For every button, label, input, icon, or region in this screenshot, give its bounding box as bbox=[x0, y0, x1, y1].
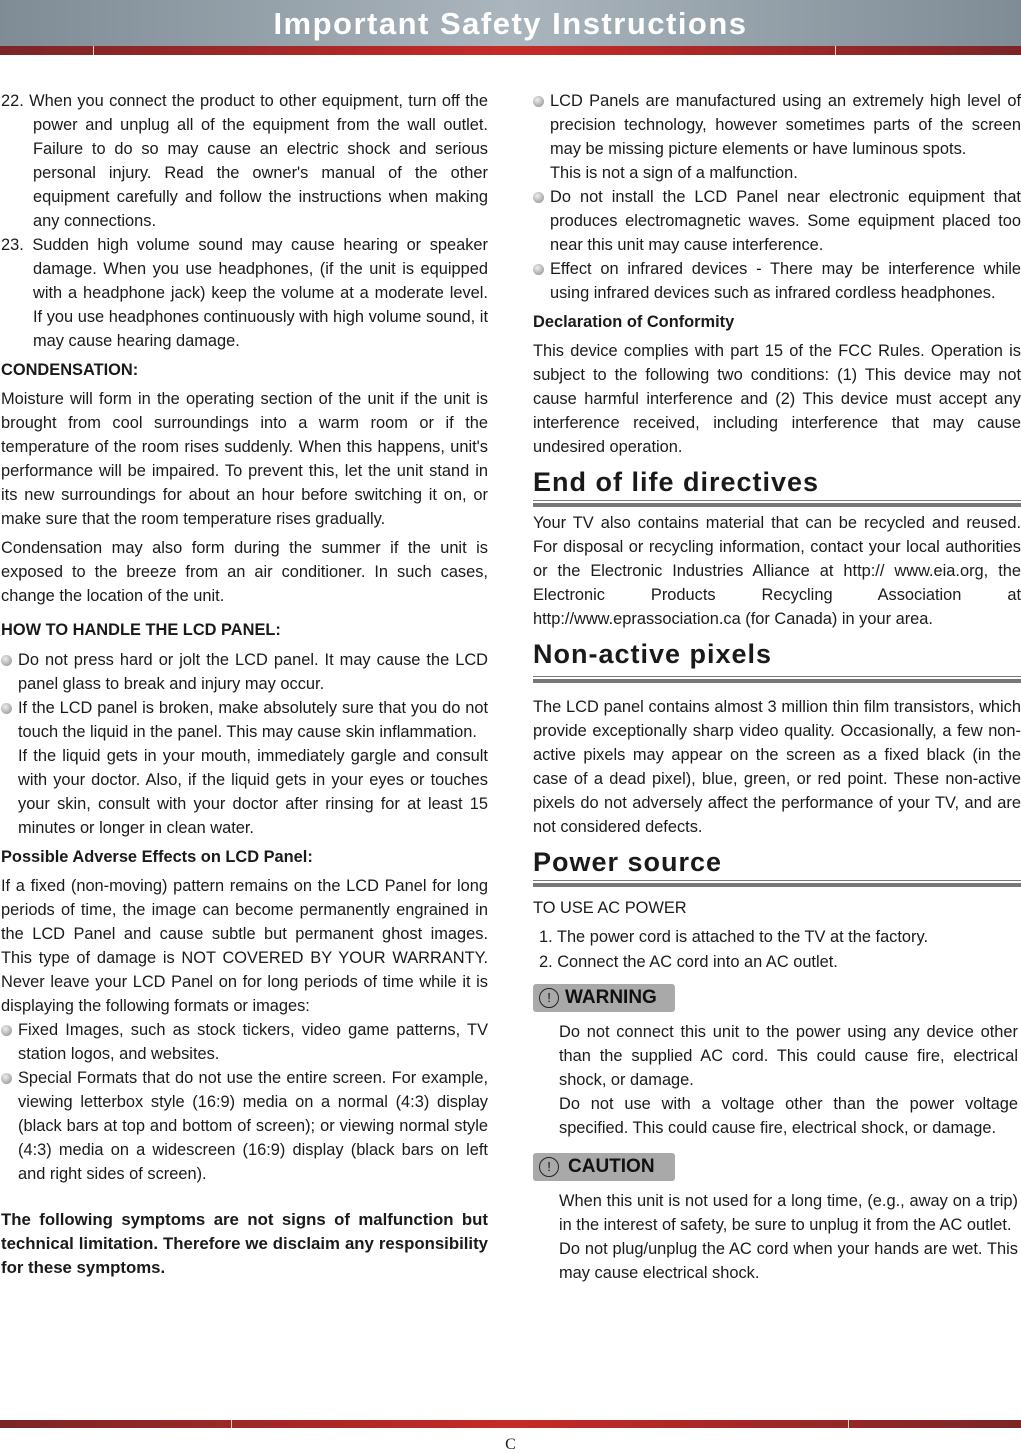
item-23: 23. Sudden high volume sound may cause hearing or speaker damage. When you use headphones, (if the unit is equipped with a headphone jack) keep the volume at a moderate level. If you use headphones continuously with high volume sound, it may cause hearing damage. bbox=[1, 236, 488, 350]
page-number: C bbox=[505, 1436, 516, 1453]
page-title: Important Safety Instructions bbox=[273, 6, 748, 41]
page-header-banner bbox=[0, 0, 1021, 46]
lcd-handling-heading: HOW TO HANDLE THE LCD PANEL: bbox=[1, 621, 281, 639]
heading-rule bbox=[533, 880, 1021, 886]
conformity-paragraph: This device complies with part 15 of the FCC Rules. Operation is subject to the following two conditions: (1) This device may not cause harmful interference and (2) This device must accept any interference received, including interference that may cause undesired operation. bbox=[533, 342, 1021, 456]
bullet-item: Do not press hard or jolt the LCD panel. It may cause the LCD panel glass to break and injury may occur. bbox=[1, 648, 488, 696]
right-column bbox=[533, 89, 1021, 1285]
bullet-icon bbox=[533, 96, 544, 107]
power-source-heading: Power source bbox=[533, 847, 723, 877]
bullet-item: Effect on infrared devices - There may be interference while using infrared devices such as infrared cordless headphones. bbox=[533, 257, 1021, 305]
non-active-pixels-heading: Non-active pixels bbox=[533, 639, 773, 669]
item-22: 22. When you connect the product to other equipment, turn off the power and unplug all of the equipment from the wall outlet. Failure to do so may cause an electric shock and serious personal injury. Read the owner's manual of the other equipment carefully and follow the instructions when making any connections. bbox=[1, 92, 488, 230]
footer-red-bar bbox=[0, 1420, 1021, 1428]
condensation-heading: CONDENSATION: bbox=[1, 361, 139, 379]
bullet-icon bbox=[1, 1025, 12, 1036]
heading-rule bbox=[533, 676, 1021, 682]
non-active-pixels-paragraph: The LCD panel contains almost 3 million thin film transistors, which provide exceptionally sharp video quality. Occasionally, a few non-active pixels may appear on the screen as a fixed black (in the case of a dead pixel), blue, green, or red point. These non-active pixels do not adversely affect the performance of your TV, and are not considered defects. bbox=[533, 698, 1021, 836]
bullet-item: Special Formats that do not use the entire screen. For example, viewing letterbox style (16:9) media on a normal (4:3) display (black bars at top and bottom of screen); or viewing normal style (4:3) media on a widescreen (16:9) display (black bars on left and right sides of screen). bbox=[1, 1066, 488, 1186]
end-of-life-heading: End of life directives bbox=[533, 467, 820, 497]
condensation-paragraph-2: Condensation may also form during the summer if the unit is exposed to the breeze from an air conditioner. In such cases, change the location of the unit. bbox=[1, 539, 488, 605]
adverse-effects-heading: Possible Adverse Effects on LCD Panel: bbox=[1, 848, 313, 866]
condensation-paragraph: Moisture will form in the operating section of the unit if the unit is brought from cool surroundings into a warm room or if the temperature of the room rises suddenly. When this happens, unit's performance will be impaired. To prevent this, let the unit stand in its new surroundings for about an hour before switching it on, or make sure that the room temperature rises gradually. bbox=[1, 390, 488, 528]
left-column bbox=[1, 89, 488, 1280]
bullet-icon bbox=[1, 703, 12, 714]
caution-paragraph-1: When this unit is not used for a long time, (e.g., away on a trip) in the interest of safety, be sure to unplug it from the AC outlet. bbox=[559, 1192, 1018, 1234]
step-2: 2. Connect the AC cord into an AC outlet. bbox=[539, 953, 838, 971]
step-1: 1. The power cord is attached to the TV at the factory. bbox=[539, 928, 929, 946]
conformity-heading: Declaration of Conformity bbox=[533, 313, 735, 331]
warning-paragraph-2: Do not use with a voltage other than the power voltage specified. This could cause fire, electrical shock, or damage. bbox=[559, 1095, 1018, 1137]
bullet-item: Do not install the LCD Panel near electronic equipment that produces electromagnetic waves. Some equipment placed too near this unit may cause interference. bbox=[533, 185, 1021, 257]
caution-badge: ! CAUTION bbox=[533, 1153, 675, 1181]
header-red-bar bbox=[0, 46, 1021, 55]
bullet-icon bbox=[1, 1073, 12, 1084]
bullet-item: If the LCD panel is broken, make absolutely sure that you do not touch the liquid in the panel. This may cause skin inflammation. bbox=[1, 696, 488, 744]
heading-rule bbox=[533, 500, 1021, 506]
disclaimer: The following symptoms are not signs of malfunction but technical limitation. Therefore we disclaim any responsibility for these symptoms. bbox=[1, 1210, 488, 1277]
bullet-continuation: This is not a sign of a malfunction. bbox=[550, 164, 798, 182]
end-of-life-paragraph: Your TV also contains material that can be recycled and reused. For disposal or recycling information, contact your local authorities or the Electronic Industries Alliance at http:// www.eia.org, the Electronic Products Recycling Association at http://www.eprassociation.ca (for Canada) in your area. bbox=[533, 514, 1021, 628]
bullet-continuation: If the liquid gets in your mouth, immediately gargle and consult with your doctor. Also, if the liquid gets in your eyes or touches your skin, consult with your doctor after rinsing for at least 15 minutes or longer in clean water. bbox=[18, 747, 488, 837]
warning-paragraph-1: Do not connect this unit to the power using any device other than the supplied AC cord. This could cause fire, electrical shock, or damage. bbox=[559, 1023, 1018, 1089]
adverse-effects-paragraph: If a fixed (non-moving) pattern remains on the LCD Panel for long periods of time, the image can become permanently engrained in the LCD Panel and cause subtle but permanent ghost images. This type of damage is NOT COVERED BY YOUR WARRANTY. Never leave your LCD Panel on for long periods of time while it is displaying the following formats or images: bbox=[1, 877, 488, 1015]
exclamation-icon: ! bbox=[539, 1157, 559, 1177]
bullet-icon bbox=[533, 192, 544, 203]
bullet-item: Fixed Images, such as stock tickers, video game patterns, TV station logos, and websites. bbox=[1, 1018, 488, 1066]
bullet-icon bbox=[1, 655, 12, 666]
warning-badge: ! WARNING bbox=[533, 984, 675, 1012]
caution-paragraph-2: Do not plug/unplug the AC cord when your hands are wet. This may cause electrical shock. bbox=[559, 1240, 1018, 1282]
bullet-icon bbox=[533, 264, 544, 275]
ac-power-heading: TO USE AC POWER bbox=[533, 899, 687, 917]
bullet-item: LCD Panels are manufactured using an extremely high level of precision technology, however sometimes parts of the screen may be missing picture elements or have luminous spots. bbox=[533, 89, 1021, 161]
exclamation-icon: ! bbox=[539, 988, 559, 1008]
